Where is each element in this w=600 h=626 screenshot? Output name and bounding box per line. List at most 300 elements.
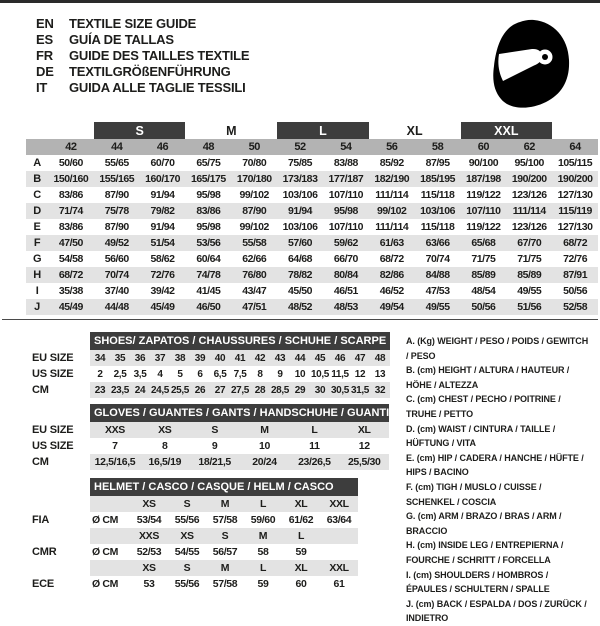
cell: 46 <box>140 139 186 155</box>
legend-item: E. (cm) HIP / CADERA / HANCHE / HÜFTE / HIPS / BACINO <box>406 452 584 478</box>
cell: 8 <box>257 368 263 380</box>
cell: 66/70 <box>333 253 358 265</box>
language-code: IT <box>36 80 48 95</box>
cell: 83/86 <box>185 203 231 219</box>
cell: XS <box>168 528 206 544</box>
unit-label: Ø CM <box>92 578 119 590</box>
cell: 82/86 <box>369 267 415 283</box>
cell: 150/160 <box>48 171 94 187</box>
cell: 99/102 <box>369 203 415 219</box>
cell: 87/90 <box>104 189 129 201</box>
cell: 43 <box>270 350 290 366</box>
cell: 28,5 <box>270 382 290 398</box>
cell: 95/100 <box>514 157 544 169</box>
cell: 75/78 <box>94 203 140 219</box>
size-band-xxl: XXL <box>461 122 553 139</box>
cell: 24,5 <box>150 382 170 398</box>
cell: 74/78 <box>185 267 231 283</box>
cell: 35/38 <box>58 285 83 297</box>
cell: 155/165 <box>94 171 140 187</box>
cell: 68/72 <box>552 235 598 251</box>
main-size-table <box>26 122 598 315</box>
cell: 61/62 <box>288 514 314 526</box>
cell: XXL <box>320 496 358 512</box>
row-label: US SIZE <box>32 438 90 454</box>
cell: 49/55 <box>517 285 542 297</box>
cell: S <box>190 422 240 438</box>
cell: 40 <box>210 350 230 366</box>
cell: 47 <box>350 350 370 366</box>
spacer <box>32 528 90 544</box>
legend-item: A. (Kg) WEIGHT / PESO / POIDS / GEWITCH / PESO <box>406 336 589 361</box>
cell: 45/49 <box>140 299 186 315</box>
row-label: D <box>26 203 48 219</box>
row-label: CMR <box>32 544 90 560</box>
spacer <box>26 139 48 155</box>
cell: XL <box>282 560 320 576</box>
cell: 55/56 <box>174 578 200 590</box>
cell: 57/60 <box>277 235 323 251</box>
cell: XXS <box>130 528 168 544</box>
shoes-title: SHOES/ ZAPATOS / CHAUSSURES / SCHUHE / SCARPE <box>90 332 390 350</box>
cell: XS <box>140 422 190 438</box>
measurement-legend <box>402 332 594 626</box>
cell: 11,5 <box>331 368 349 380</box>
table-row <box>32 454 389 470</box>
cell: 61 <box>333 578 345 590</box>
cell: 71/75 <box>471 253 496 265</box>
cell: 60/70 <box>150 157 175 169</box>
table-row <box>32 438 389 454</box>
cell: 48/54 <box>471 285 496 297</box>
cell: 56/60 <box>104 253 129 265</box>
helmet-icon <box>490 17 570 111</box>
cell: 85/89 <box>506 267 552 283</box>
cell: 45 <box>310 350 330 366</box>
cell: 115/118 <box>420 221 455 233</box>
cell: 119/122 <box>466 189 501 201</box>
cell: 63/64 <box>326 514 352 526</box>
cell: 47/50 <box>48 235 94 251</box>
row-label: EU SIZE <box>32 350 90 366</box>
cell: 39 <box>190 350 210 366</box>
cell: 185/195 <box>415 171 461 187</box>
cell: 107/110 <box>328 189 364 201</box>
spacer <box>26 122 48 139</box>
size-band-s: S <box>94 122 186 139</box>
cell: 41/45 <box>196 285 221 297</box>
cell: 30,5 <box>330 382 350 398</box>
cell: S <box>168 496 206 512</box>
cell: M <box>240 422 290 438</box>
cell: 95/98 <box>196 221 221 233</box>
cell: 68/72 <box>48 267 94 283</box>
cell <box>320 544 358 560</box>
cell: 55/65 <box>104 157 129 169</box>
cell: 45/50 <box>288 285 313 297</box>
cell: 43/47 <box>242 285 267 297</box>
row-label: ECE <box>32 576 90 592</box>
cell: 91/94 <box>150 189 175 201</box>
cell: 30 <box>310 382 330 398</box>
row-label: CM <box>32 382 90 398</box>
cell: 60/64 <box>196 253 221 265</box>
cell: 71/75 <box>517 253 542 265</box>
legend-item: C. (cm) CHEST / PECHO / POITRINE / TRUHE / PETTO <box>406 394 561 419</box>
cell: 27 <box>210 382 230 398</box>
cell: 177/187 <box>323 171 369 187</box>
cell: 182/190 <box>369 171 415 187</box>
cell: 48 <box>370 350 390 366</box>
cell: 5 <box>177 368 183 380</box>
language-code: DE <box>36 64 54 79</box>
cell: 13 <box>374 368 386 380</box>
language-code: ES <box>36 32 53 47</box>
cell <box>320 528 358 544</box>
size-band-xl: XL <box>406 123 423 138</box>
table-row <box>26 251 598 267</box>
row-label: US SIZE <box>32 366 90 382</box>
cell: 54/55 <box>174 546 200 558</box>
cell: 48/52 <box>277 299 323 315</box>
spacer <box>90 496 130 512</box>
spacer <box>32 404 90 422</box>
table-row <box>32 366 390 382</box>
cell: 58 <box>415 139 461 155</box>
cell: 48/53 <box>323 299 369 315</box>
cell: 28 <box>250 382 270 398</box>
cell: 107/110 <box>461 203 507 219</box>
language-title: GUIDA ALLE TAGLIE TESSILI <box>69 80 246 95</box>
table-row <box>32 544 358 560</box>
cell: 72/76 <box>140 267 186 283</box>
spacer <box>32 560 90 576</box>
cell: 53/54 <box>136 514 162 526</box>
cell: M <box>244 528 282 544</box>
cell: 83/88 <box>333 157 358 169</box>
cell: 47/53 <box>425 285 450 297</box>
cell: 7,5 <box>233 368 247 380</box>
cell: 48 <box>185 139 231 155</box>
cell: 53/56 <box>185 235 231 251</box>
cell: 190/200 <box>552 171 598 187</box>
cell: 50/56 <box>461 299 507 315</box>
cell: 10 <box>259 440 270 452</box>
cell: 70/74 <box>425 253 450 265</box>
language-code: EN <box>36 16 54 31</box>
cell: 90/100 <box>468 157 499 169</box>
row-label: H <box>26 267 48 283</box>
legend-item: B. (cm) HEIGHT / ALTURA / HAUTEUR / HÖHE / ALTEZZA <box>406 365 570 390</box>
spacer <box>32 332 90 350</box>
cell: 187/198 <box>461 171 507 187</box>
gloves-title-row <box>32 404 389 422</box>
cell: 87/90 <box>104 221 129 233</box>
language-title: GUIDE DES TAILLES TEXTILE <box>69 48 250 63</box>
table-row <box>26 283 598 299</box>
cell: 29 <box>290 382 310 398</box>
cell: 83/86 <box>58 189 83 201</box>
cell: 6,5 <box>213 368 227 380</box>
cell: 107/110 <box>328 221 364 233</box>
cell: 2 <box>97 368 103 380</box>
cell: 87/91 <box>552 267 598 283</box>
cell: XXL <box>320 560 358 576</box>
cell: 59 <box>295 546 307 558</box>
cell: 99/102 <box>239 221 269 233</box>
cell: 91/94 <box>277 203 323 219</box>
cell: 103/106 <box>415 203 461 219</box>
row-label: B <box>26 171 48 187</box>
language-title: TEXTILE SIZE GUIDE <box>69 16 197 31</box>
helmet-title: HELMET / CASCO / CASQUE / HELM / CASCO <box>90 478 358 496</box>
cell: 99/102 <box>239 189 269 201</box>
cell: 111/114 <box>375 189 409 201</box>
row-label: CM <box>32 454 90 470</box>
cell: XS <box>130 496 168 512</box>
gloves-title: GLOVES / GUANTES / GANTS / HANDSCHUHE / GUANTI <box>90 404 389 422</box>
size-band-row <box>26 122 598 139</box>
cell: 12 <box>358 440 370 452</box>
cell: 59 <box>257 578 269 590</box>
cell: 62/66 <box>242 253 267 265</box>
size-band-m: M <box>226 123 237 138</box>
shoes-title-row <box>32 332 390 350</box>
cell: 80/84 <box>323 267 369 283</box>
cell: 49/55 <box>415 299 461 315</box>
legend-item: I. (cm) SHOULDERS / HOMBROS / ÉPAULES / SCHULTERN / SPALLE <box>406 569 550 595</box>
cell: XS <box>130 560 168 576</box>
cell: 9 <box>211 440 218 452</box>
cell: 51/56 <box>506 299 552 315</box>
cell: 52 <box>277 139 323 155</box>
helmet-size-row <box>32 528 358 544</box>
cell: 3,5 <box>133 368 147 380</box>
table-row <box>26 267 598 283</box>
cell: XL <box>339 422 389 438</box>
cell: 95/98 <box>323 203 369 219</box>
cell: 70/80 <box>242 157 267 169</box>
table-row <box>32 512 358 528</box>
cell: L <box>244 496 282 512</box>
cell: 46/50 <box>185 299 231 315</box>
cell: 83/86 <box>58 221 83 233</box>
cell: 53 <box>143 578 155 590</box>
cell: 70/74 <box>94 267 140 283</box>
unit-label: Ø CM <box>92 546 119 558</box>
cell: 85/89 <box>461 267 507 283</box>
cell: 119/122 <box>466 221 501 233</box>
cell: 79/82 <box>140 203 186 219</box>
cell: 61/63 <box>369 235 415 251</box>
row-label: C <box>33 189 41 201</box>
cell: 34 <box>90 350 110 366</box>
cell: 60 <box>461 139 507 155</box>
cell: 58 <box>257 546 269 558</box>
cell: 36 <box>130 350 150 366</box>
cell: 41 <box>230 350 250 366</box>
table-row <box>26 299 598 315</box>
cell: 37 <box>150 350 170 366</box>
cell: 16,5/19 <box>140 454 190 470</box>
cell: 8 <box>162 440 168 452</box>
legend-item: H. (cm) INSIDE LEG / ENTREPIERNA / FOURCHE / SCHRITT / FORCELLA <box>406 540 564 565</box>
cell: 49/54 <box>369 299 415 315</box>
cell: 64 <box>552 139 598 155</box>
cell: 42 <box>48 139 94 155</box>
cell: 78/82 <box>277 267 323 283</box>
cell: 52/58 <box>552 299 598 315</box>
cell: 54 <box>323 139 369 155</box>
cell: 103/106 <box>282 221 318 233</box>
cell: 60 <box>295 578 307 590</box>
shoes-table <box>32 332 390 398</box>
cell: 44/48 <box>94 299 140 315</box>
cell: 50/60 <box>58 157 83 169</box>
cell: 173/183 <box>277 171 323 187</box>
cell: 165/175 <box>185 171 231 187</box>
cell: 75/85 <box>288 157 313 169</box>
cell: 39/42 <box>150 285 175 297</box>
cell: 26 <box>190 382 210 398</box>
cell: 160/170 <box>140 171 186 187</box>
cell: 55/56 <box>174 514 200 526</box>
cell: 65/68 <box>461 235 507 251</box>
cell: 85/92 <box>379 157 404 169</box>
size-band-l: L <box>277 122 369 139</box>
spacer <box>90 528 130 544</box>
cell: 55/58 <box>231 235 277 251</box>
cell: 10 <box>294 368 306 380</box>
cell: 50 <box>231 139 277 155</box>
cell: 65/75 <box>196 157 221 169</box>
cell: 25,5 <box>170 382 190 398</box>
helmet-table <box>32 478 358 592</box>
cell: 2,5 <box>113 368 127 380</box>
cell: 44 <box>290 350 310 366</box>
cell: 123/126 <box>511 189 547 201</box>
cell: 190/200 <box>506 171 552 187</box>
spacer <box>90 560 130 576</box>
table-row <box>26 203 598 219</box>
cell: L <box>244 560 282 576</box>
cell: 35 <box>110 350 130 366</box>
cell: 71/74 <box>48 203 94 219</box>
table-row <box>26 219 598 235</box>
cell: 59/60 <box>250 514 276 526</box>
cell: 127/130 <box>557 221 593 233</box>
helmet-size-row <box>32 560 358 576</box>
cell: 27,5 <box>230 382 250 398</box>
helmet-title-row <box>32 478 358 496</box>
cell: 9 <box>277 368 283 380</box>
cell: L <box>289 422 339 438</box>
cell: 24 <box>130 382 150 398</box>
cell: 31,5 <box>350 382 370 398</box>
cell: 32 <box>370 382 390 398</box>
legend-item: J. (cm) BACK / ESPALDA / DOS / ZURÜCK / INDIETRO <box>406 598 587 624</box>
cell: 38 <box>170 350 190 366</box>
legend-item: F. (cm) TIGH / MUSLO / CUISSE / SCHENKEL / COSCIA <box>406 481 542 507</box>
cell: 127/130 <box>557 189 593 201</box>
row-label: G <box>32 253 42 265</box>
table-row <box>32 576 358 592</box>
language-title: GUÍA DE TALLAS <box>69 32 174 47</box>
cell: S <box>168 560 206 576</box>
cell: 115/118 <box>420 189 455 201</box>
cell: XL <box>282 496 320 512</box>
legend-item: G. (cm) ARM / BRAZO / BRAS / ARM / BRACCIO <box>406 511 562 536</box>
cell: 111/114 <box>375 221 409 233</box>
row-label: J <box>26 299 48 315</box>
cell: 44 <box>94 139 140 155</box>
cell: 170/180 <box>231 171 277 187</box>
table-row <box>26 235 598 251</box>
table-row <box>26 187 598 203</box>
cell: 56 <box>369 139 415 155</box>
cell: 58/62 <box>150 253 175 265</box>
cell: 10,5 <box>310 368 330 380</box>
cell: 87/90 <box>231 203 277 219</box>
legend-item: D. (cm) WAIST / CINTURA / TAILLE / HÜFTUNG / VITA <box>406 423 556 449</box>
cell: 57/58 <box>212 514 238 526</box>
cell: 95/98 <box>196 189 221 201</box>
cell: 62 <box>506 139 552 155</box>
cell: 51/54 <box>140 235 186 251</box>
spacer <box>32 496 90 512</box>
helmet-size-row <box>32 496 358 512</box>
cell: 111/114 <box>506 203 552 219</box>
cell: 46 <box>330 350 350 366</box>
unit-label: Ø CM <box>92 514 119 526</box>
cell: 18/21,5 <box>190 454 240 470</box>
cell: 103/106 <box>282 189 318 201</box>
cell: 67/70 <box>506 235 552 251</box>
row-label: A <box>33 157 41 169</box>
cell: 68/72 <box>379 253 404 265</box>
cell: L <box>282 528 320 544</box>
row-label: I <box>35 285 39 297</box>
cell: 12 <box>354 368 366 380</box>
language-code: FR <box>36 48 53 63</box>
cell: 91/94 <box>150 221 175 233</box>
cell: 20/24 <box>240 454 290 470</box>
spacer <box>48 122 94 139</box>
cell: S <box>206 528 244 544</box>
cell: M <box>206 496 244 512</box>
cell: XXS <box>90 422 140 438</box>
cell: 49/52 <box>94 235 140 251</box>
cell: 54/58 <box>58 253 83 265</box>
cell: 42 <box>250 350 270 366</box>
row-label: EU SIZE <box>32 422 90 438</box>
language-title: TEXTILGRÖßENFÜHRUNG <box>69 64 231 79</box>
cell: 115/119 <box>552 203 598 219</box>
gloves-table <box>32 404 389 470</box>
cell: 23/26,5 <box>289 454 339 470</box>
cell: 11 <box>309 440 320 452</box>
table-row <box>32 382 390 398</box>
row-label: F <box>26 235 48 251</box>
table-row <box>32 422 389 438</box>
cell: 72/76 <box>563 253 588 265</box>
spacer <box>552 122 598 139</box>
cell: 63/66 <box>415 235 461 251</box>
cell: 59/62 <box>323 235 369 251</box>
cell: 7 <box>112 440 118 452</box>
cell: 87/95 <box>425 157 450 169</box>
size-number-row <box>26 139 598 155</box>
